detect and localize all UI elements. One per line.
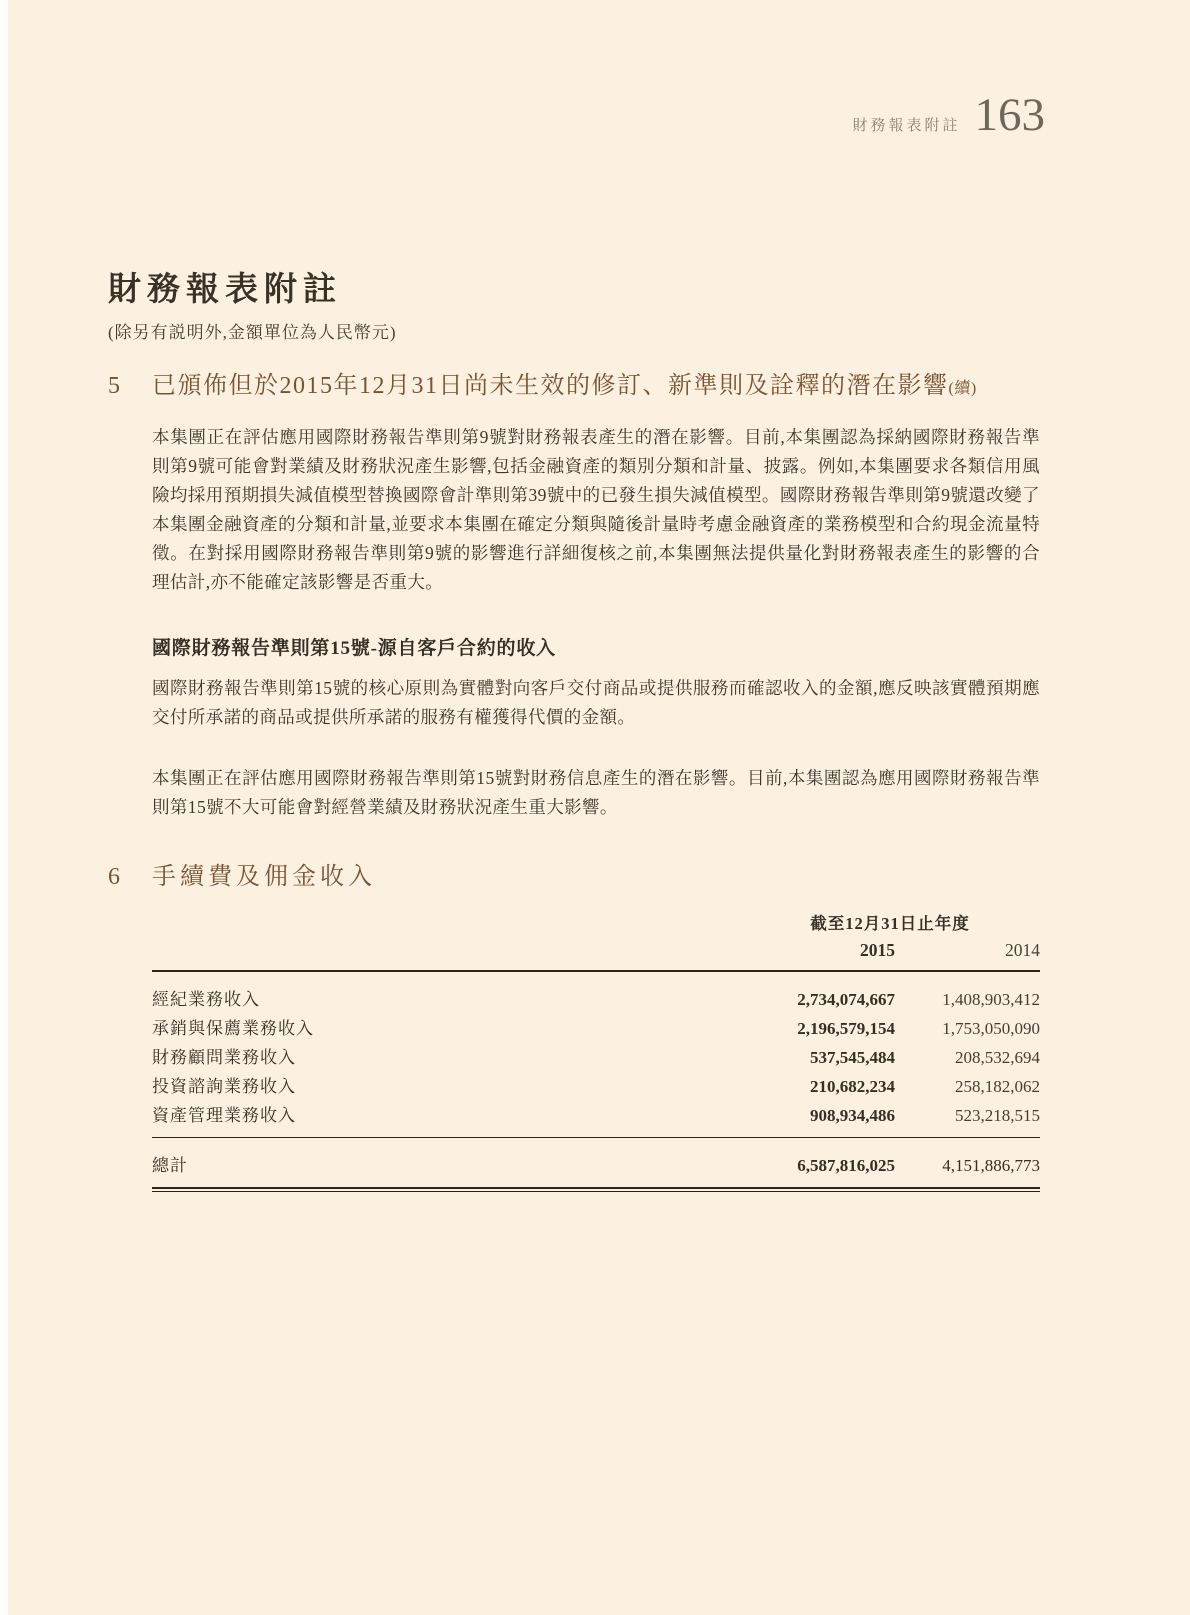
row-value-2014: 208,532,694 — [955, 1047, 1040, 1067]
table-row — [152, 985, 1040, 1014]
row-label: 投資諮詢業務收入 — [152, 1076, 296, 1096]
section-5-heading — [108, 371, 1040, 401]
page-edge-strip — [0, 0, 8, 1615]
table-year-header-row — [152, 940, 1040, 961]
section-5-paragraph-1: 本集團正在評估應用國際財務報告準則第9號對財務報表產生的潛在影響。目前,本集團認為採納國際財務報告準則第9號可能會對業績及財務狀況產生影響,包括金融資產的類別分類和計量、披露。例如,本集團要求各類信用風險均採用預期損失減值模型替換國際會計準則第39號中的已發生損失減值模型。國際財務報告準則第9號還改變了本集團金融資產的分類和計量,並要求本集團在確定分類與隨後計量時考慮金融資產的業務模型和合約現金流量特徵。在對採用國際財務報告準則第9號的影響進行詳細復核之前,本集團無法提供量化對財務報表產生的影響的合理估計,亦不能確定該影響是否重大。 — [152, 426, 1040, 592]
row-value-2014: 523,218,515 — [955, 1105, 1040, 1125]
table-row — [152, 1072, 1040, 1101]
section-5-paragraph-3: 本集團正在評估應用國際財務報告準則第15號對財務信息產生的潛在影響。目前,本集團認為應用國際財務報告準則第15號不大可能會對經營業績及財務狀況產生重大影響。 — [152, 767, 1040, 817]
section-5-title-suffix: (續) — [948, 379, 977, 397]
table-year-2014: 2014 — [1005, 939, 1040, 960]
total-value-2015: 6,587,816,025 — [797, 1155, 895, 1175]
total-label: 總計 — [152, 1155, 188, 1175]
section-6-title: 手續費及佣金收入 — [152, 863, 376, 890]
ifrs15-subheading: 國際財務報告準則第15號-源自客戶合約的收入 — [152, 637, 556, 659]
row-value-2014: 1,408,903,412 — [942, 989, 1040, 1009]
section-5-title — [152, 371, 1040, 401]
row-label: 資產管理業務收入 — [152, 1105, 296, 1125]
content-column — [108, 0, 1040, 1192]
row-label: 承銷與保薦業務收入 — [152, 1018, 314, 1038]
section-6-number: 6 — [108, 863, 120, 890]
section-6-heading — [108, 862, 1040, 892]
table-period-header-row — [152, 910, 1040, 934]
table-subtotal-rule — [152, 1137, 1040, 1138]
table-bottom-double-rule — [152, 1187, 1040, 1192]
table-row — [152, 1101, 1040, 1130]
table-row — [152, 1043, 1040, 1072]
row-label: 經紀業務收入 — [152, 989, 260, 1009]
fee-and-commission-table — [152, 910, 1040, 1192]
row-value-2014: 258,182,062 — [955, 1076, 1040, 1096]
row-value-2015: 2,734,074,667 — [797, 989, 895, 1009]
running-header-label: 財務報表附註 — [852, 118, 961, 134]
table-body — [152, 972, 1040, 1130]
total-value-2014: 4,151,886,773 — [942, 1155, 1040, 1175]
row-value-2015: 210,682,234 — [810, 1076, 895, 1096]
table-period-header: 截至12月31日止年度 — [810, 913, 970, 933]
document-title: 財務報表附註 — [108, 272, 342, 308]
row-value-2015: 537,545,484 — [810, 1047, 895, 1067]
page-number: 163 — [974, 89, 1045, 141]
row-value-2015: 908,934,486 — [810, 1105, 895, 1125]
document-subtitle: (除另有説明外,金額單位為人民幣元) — [108, 322, 397, 342]
table-total-row — [152, 1151, 1040, 1180]
row-value-2015: 2,196,579,154 — [797, 1018, 895, 1038]
section-5-paragraph-2: 國際財務報告準則第15號的核心原則為實體對向客戶交付商品或提供服務而確認收入的金額,應反映該實體預期應交付所承諾的商品或提供所承諾的服務有權獲得代價的金額。 — [152, 677, 1040, 727]
row-value-2014: 1,753,050,090 — [942, 1018, 1040, 1038]
section-5-number: 5 — [108, 372, 120, 399]
row-label: 財務顧問業務收入 — [152, 1047, 296, 1067]
table-row — [152, 1014, 1040, 1043]
section-5-title-text: 已頒佈但於2015年12月31日尚未生效的修訂、新準則及詮釋的潛在影響 — [152, 372, 949, 399]
table-year-2015: 2015 — [860, 939, 895, 960]
